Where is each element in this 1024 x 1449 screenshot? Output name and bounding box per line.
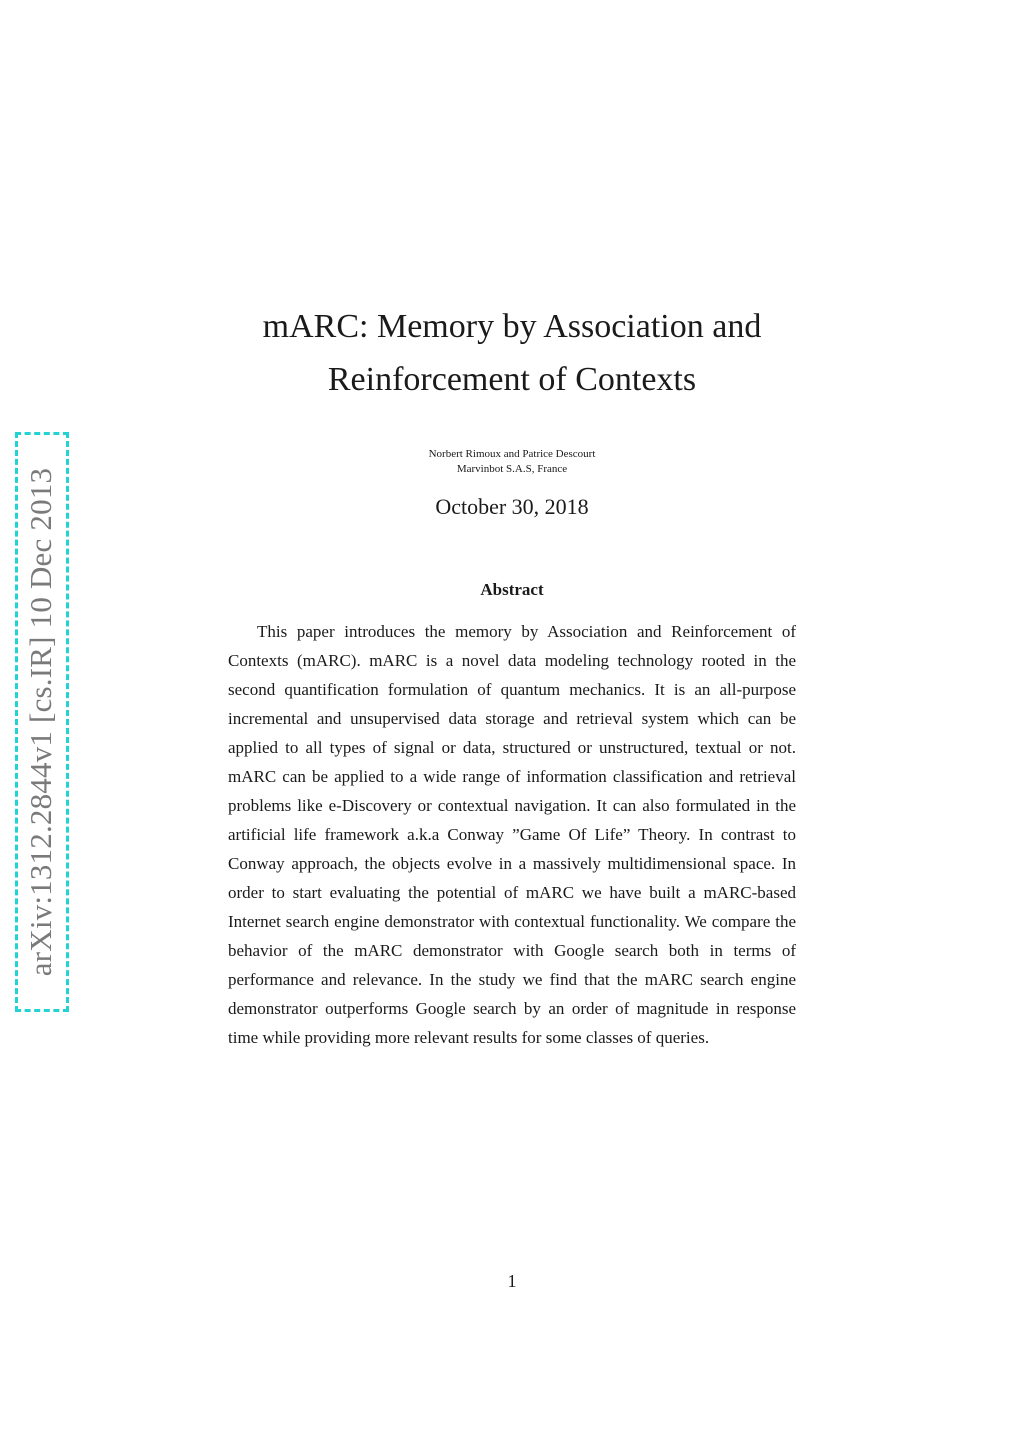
paper-title [150, 300, 874, 406]
page-number: 1 [507, 1271, 517, 1291]
author-block [312, 447, 712, 477]
author-names: Norbert Rimoux and Patrice Descourt [428, 448, 596, 460]
abstract-heading: Abstract [480, 580, 544, 599]
abstract-body: This paper introduces the memory by Association and Reinforcement of Contexts (mARC). mARC is a novel data modeling technology rooted in the second quantification formulation of quantum mechanics. It is an all-purpose incremental and unsupervised data storage and retrieval system which can be applied to all types of signal or data, structured or unstructured, textual or not. mARC can be applied to a wide range of information classification and retrieval problems like e-Discovery or contextual navigation. It can also formulated in the artificial life framework a.k.a Conway ”Game Of Life” Theory. In contrast to Conway approach, the objects evolve in a massively multidimensional space. In order to start evaluating the potential of mARC we have built a mARC-based Internet search engine demonstrator with contextual functionality. We compare the behavior of the mARC demonstrator with Google search both in terms of performance and relevance. In the study we find that the mARC search engine demonstrator outperforms Google search by an order of magnitude in response time while providing more relevant results for some classes of queries. [228, 622, 796, 1047]
title-line-1: mARC: Memory by Association and [262, 308, 762, 345]
author-affiliation: Marvinbot S.A.S, France [456, 463, 568, 475]
paper-date: October 30, 2018 [435, 494, 589, 519]
title-line-2: Reinforcement of Contexts [327, 361, 697, 398]
arxiv-identifier-link[interactable]: arXiv:1312.2844v1 [cs.IR] 10 Dec 2013 [23, 467, 58, 977]
